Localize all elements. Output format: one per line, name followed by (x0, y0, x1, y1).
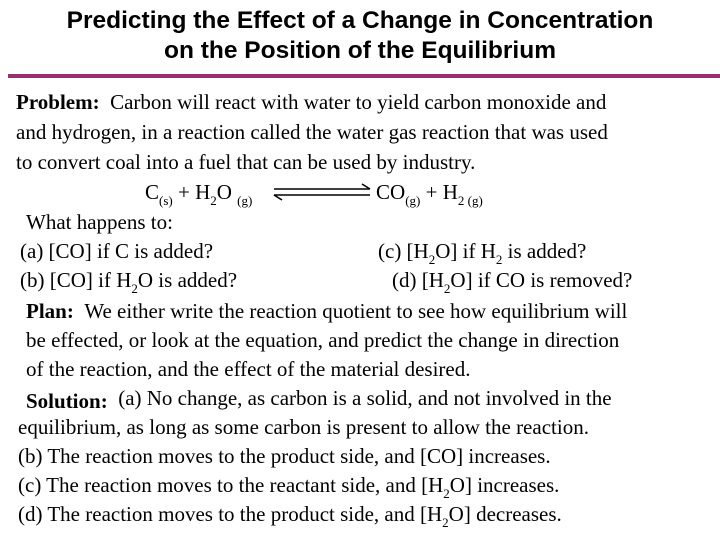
solution-text-a1: (a) No change, as carbon is a solid, and not involved in the (118, 386, 612, 410)
plan-label: Plan: (26, 299, 74, 323)
solution-d: (d) The reaction moves to the product side, and $[H_2O]$ decreases. (18, 502, 562, 530)
problem-line-1 (16, 90, 606, 115)
title-line-2: on the Position of the Equilibrium (164, 37, 556, 64)
solution-c: (c) The reaction moves to the reactant side, and $[H_2O]$ increases. (18, 473, 560, 501)
plan-line-3: of the reaction, and the effect of the material desired. (26, 357, 471, 381)
equation-reactants: $C_{(s)} + H_2O$ $_{(g)}$ (145, 180, 253, 208)
plan-line-1 (26, 299, 627, 324)
solution-b: (b) The reaction moves to the product side, and [CO] increases. (18, 444, 551, 468)
problem-label: Problem: (16, 90, 100, 114)
plan-line-2: be effected, or look at the equation, and predict the change in direction (26, 328, 620, 352)
question-c: (c) $[H_2O]$ if $H_2$ is added? (378, 239, 587, 267)
question-d: (d) $[H_2O]$ if CO is removed? (392, 268, 633, 296)
question-a: (a) [CO] if C is added? (20, 239, 214, 263)
equilibrium-arrow-icon (272, 182, 372, 202)
questions-intro: What happens to: (26, 210, 173, 234)
problem-text-1: Carbon will react with water to yield carbon monoxide and (110, 90, 607, 114)
question-b: (b) [CO] if $H_2O$ is added? (20, 268, 238, 296)
title-divider (8, 74, 720, 78)
plan-text-1: We either write the reaction quotient to see how equilibrium will (84, 299, 628, 323)
solution-label: Solution: (26, 389, 108, 413)
page-title (0, 6, 720, 66)
problem-line-3: to convert coal into a fuel that can be used by industry. (16, 150, 476, 174)
problem-line-2: and hydrogen, in a reaction called the water gas reaction that was used (16, 120, 608, 144)
solution-line-a2: equilibrium, as long as some carbon is present to allow the reaction. (18, 415, 589, 439)
solution-line-a1 (26, 386, 612, 411)
equation-products: $CO_{(g)} + H_2$ $_{(g)}$ (376, 180, 483, 208)
title-line-1: Predicting the Effect of a Change in Concentration (66, 7, 654, 34)
